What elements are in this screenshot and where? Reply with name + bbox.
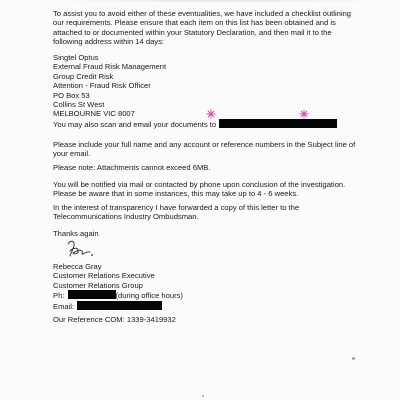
notification-paragraph	[53, 180, 378, 199]
scan-speck	[202, 395, 204, 397]
address-line: Singtel Optus	[53, 53, 99, 62]
intro-line: To assist you to avoid either of these eventualities, we have included a checklist outlining	[53, 9, 352, 18]
signatory-name: Rebecca Gray	[53, 262, 102, 271]
attachments-note	[53, 163, 378, 172]
notification-text: Please be aware that in some instances, this may take up to 4 - 6 weeks.	[53, 189, 299, 199]
subject-line-paragraph	[53, 140, 378, 159]
redacted-email	[77, 301, 162, 310]
attachments-note-text: Please note: Attachments cannot exceed 6MB.	[53, 163, 211, 172]
signatory-group: Customer Relations Group	[53, 280, 143, 290]
closing	[53, 229, 378, 238]
address-line: Collins St West	[53, 100, 105, 110]
reference-number: Our Reference COM: 1339-3419932	[53, 315, 176, 324]
notification-text: You will be notified via mail or contacted by phone upon conclusion of the investigation.	[53, 180, 346, 189]
intro-line: following address within 14 days:	[53, 37, 165, 47]
closing-text: Thanks again	[53, 229, 99, 238]
address-line: MELBOURNE VIC 8007	[53, 109, 135, 119]
transparency-paragraph	[53, 203, 378, 222]
asterisk-mark-icon	[299, 109, 309, 119]
subject-line-text: your email.	[53, 149, 91, 159]
scan-edge	[53, 0, 383, 2]
redacted-email-address	[219, 119, 337, 128]
reference	[53, 315, 378, 324]
signatory-block	[53, 262, 378, 311]
scan-email-paragraph	[53, 119, 378, 129]
scan-email-text: You may also scan and email your documents to	[53, 120, 217, 129]
phone-hours: (during office hours)	[115, 291, 183, 301]
redacted-phone-number	[68, 290, 116, 299]
signature-icon	[64, 238, 98, 260]
intro-line: our requirements. Please ensure that each item on this list has been obtained and is	[53, 18, 336, 28]
intro-paragraph	[53, 9, 378, 47]
address-line: PO Box 53	[53, 90, 90, 100]
asterisk-mark-icon	[206, 109, 216, 119]
transparency-text: In the interest of transparency I have forwarded a copy of this letter to the	[53, 203, 300, 212]
phone-label: Ph:	[53, 291, 65, 301]
address-line: External Fraud Risk Management	[53, 62, 167, 72]
subject-line-text: Please include your full name and any account or reference numbers in the Subject line of	[53, 140, 356, 149]
transparency-text: Telecommunications Industry Ombudsman.	[53, 212, 199, 222]
address-line: Attention - Fraud Risk Officer	[53, 81, 151, 91]
intro-line: attached to or documented within your Statutory Declaration, and then mail it to the	[53, 27, 332, 37]
address-line: Group Credit Risk	[53, 71, 114, 81]
email-label: Email:	[53, 301, 75, 311]
scan-speck	[352, 357, 355, 360]
signatory-title: Customer Relations Executive	[53, 271, 155, 281]
